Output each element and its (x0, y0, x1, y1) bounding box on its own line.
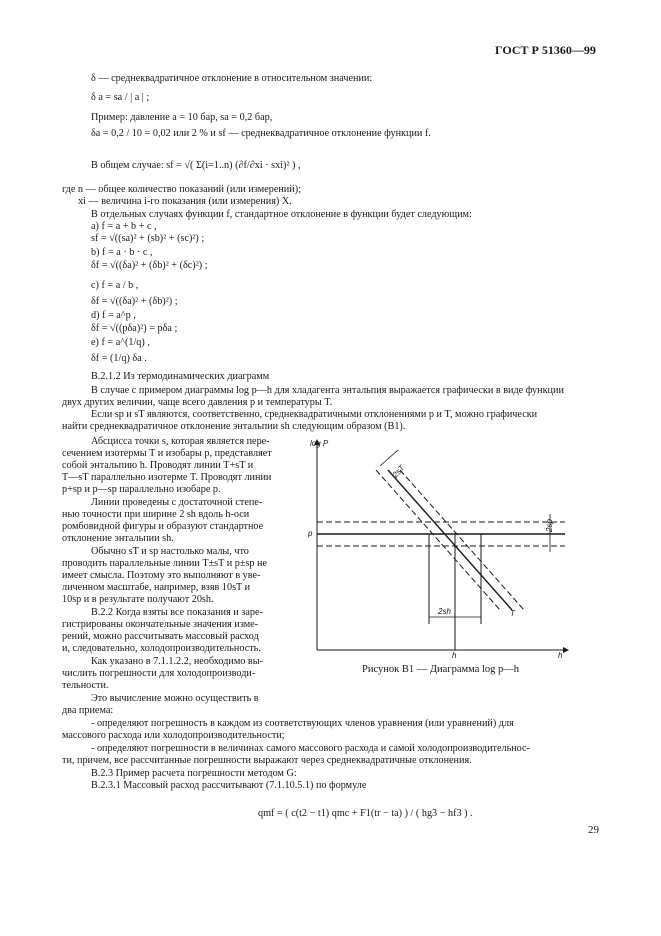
text-line: и, следовательно, холодопроизводительность. (62, 643, 261, 654)
text-line: a) f = a + b + c , (91, 221, 157, 232)
text-line: e) f = a^(1/q) , (91, 337, 150, 348)
text-line: массового расхода или холодопроизводительности; (62, 730, 285, 741)
log-p-h-diagram (300, 434, 570, 659)
text-line: B.2.3.1 Массовый расход рассчитывают (7.1.10.5.1) по формуле (91, 780, 367, 791)
text-line: δ — среднеквадратичное отклонение в относительном значении: (91, 73, 373, 84)
page-number: 29 (588, 824, 599, 836)
text-line: ти, причем, все рассчитанные погрешности выражают через среднеквадратичные отклонения. (62, 755, 472, 766)
isotherm-t (388, 470, 512, 610)
text-line: числить погрешности для холодопроизводи- (62, 668, 256, 679)
text-line: собой энтальпию h. Проводят линии T+sT и (62, 460, 254, 471)
text-line: Это вычисление можно осуществить в (91, 693, 259, 704)
text-line: xi — величина i-го показания (или измерения) X. (78, 196, 292, 207)
text-line: B.2.1.2 Из термодинамических диаграмм (91, 371, 270, 382)
two-st-dimension (380, 450, 398, 466)
text-line: - определяют погрешность в каждом из соответствующих членов уравнения (или уравнений) для (91, 718, 514, 729)
text-line: Пример: давление a = 10 бар, sa = 0,2 бар, (91, 112, 273, 123)
text-line: ромбовидной фигуры и образуют стандартное (62, 521, 264, 532)
text-line: проводить параллельные линии T±sT и p±sp не (62, 558, 267, 569)
y-axis-label: log P (310, 439, 329, 448)
two-sp-label: 2sp (545, 519, 554, 532)
text-line: δa = 0,2 / 10 = 0,02 или 2 % и sf — среднеквадратичное отклонение функции f. (91, 128, 431, 139)
text-line: δf = √((δa)² + (δb)²) ; (91, 296, 178, 307)
text-line: d) f = a^p , (91, 310, 136, 321)
text-line: нью точности при ширине 2 sh вдоль h-оси (62, 509, 250, 520)
text-line: двух других величин, чаще всего давления p и температуры T. (62, 397, 333, 408)
text-line: p+sp и p—sp параллельно изобаре p. (62, 484, 221, 495)
figure-caption: Рисунок B1 — Диаграмма log p—h (362, 664, 520, 675)
text-line: sf = √((sa)² + (sb)² + (sc)²) ; (91, 233, 205, 244)
text-line: - определяют погрешности в величинах самого массового расхода и самой холодопроизводительнос- (91, 743, 530, 754)
two-st-label: 2sT (390, 463, 407, 480)
text-line: δf = (1/q) δa . (91, 353, 147, 364)
text-line: два приема: (62, 705, 114, 716)
text-line: В отдельных случаях функции f, стандартное отклонение в функции будет следующим: (91, 209, 472, 220)
text-line: Абсцисса точки s, которая является пере- (91, 436, 270, 447)
h-label: h (452, 651, 457, 659)
text-line: где n — общее количество показаний (или измерений); (62, 184, 301, 195)
text-line: B.2.2 Когда взяты все показания и заре- (91, 607, 263, 618)
text-line: В общем случае: sf = √( Σ(i=1..n) (∂f/∂xi · sxi)² ) , (91, 160, 301, 171)
text-line: тельности. (62, 680, 109, 691)
text-line: δf = √((pδa)²) = pδa ; (91, 323, 178, 334)
text-line: гистрированы окончательные значения изме- (62, 619, 259, 630)
text-line: найти среднеквадратичное отклонение энтальпии sh следующим образом (B1). (62, 421, 406, 432)
text-line: Обычно sT и sp настолько малы, что (91, 546, 249, 557)
isotherm-t-minus-st (400, 470, 524, 610)
text-line: имеет смысла. Поэтому это выполняют в уве- (62, 570, 261, 581)
text-line: B.2.3 Пример расчета погрешности методом G: (91, 768, 297, 779)
text-line: Линии проведены с достаточной степе- (91, 497, 263, 508)
text-line: В случае с примером диаграммы log p—h для хладагента энтальпия выражается графически в виде функции (91, 385, 564, 396)
x-axis-label: h (558, 651, 563, 659)
text-line: Как указано в 7.1.1.2.2, необходимо вы- (91, 656, 263, 667)
text-line: отклонение энтальпии sh. (62, 533, 174, 544)
text-line: личенном масштабе, например, взяв 10sT и (62, 582, 251, 593)
text-line: 10sp и в результате получают 20sh. (62, 594, 214, 605)
text-line: c) f = a / b , (91, 280, 139, 291)
text-line: рений, можно рассчитывать массовый расход (62, 631, 259, 642)
document-header: ГОСТ Р 51360—99 (495, 43, 596, 57)
text-line: δf = √((δa)² + (δb)² + (δc)²) ; (91, 260, 208, 271)
text-line: δ a = sa / | a | ; (91, 92, 150, 103)
text-line: b) f = a · b · c , (91, 247, 153, 258)
text-line: T—sT параллельно изотерме T. Проводят линии (62, 472, 272, 483)
text-line: qmf = ( c(t2 − t1) qmc + F1(tr − ta) ) / ( hg3 − hf3 ) . (258, 808, 473, 819)
text-line: Если sp и sT являются, соответственно, среднеквадратичными отклонениями p и T, можно графически (91, 409, 538, 420)
text-line: сечением изотермы T и изобары p, представляет (62, 448, 272, 459)
t-label: T (510, 609, 515, 618)
two-sh-label: 2sh (438, 607, 451, 616)
p-label: p (308, 529, 313, 538)
